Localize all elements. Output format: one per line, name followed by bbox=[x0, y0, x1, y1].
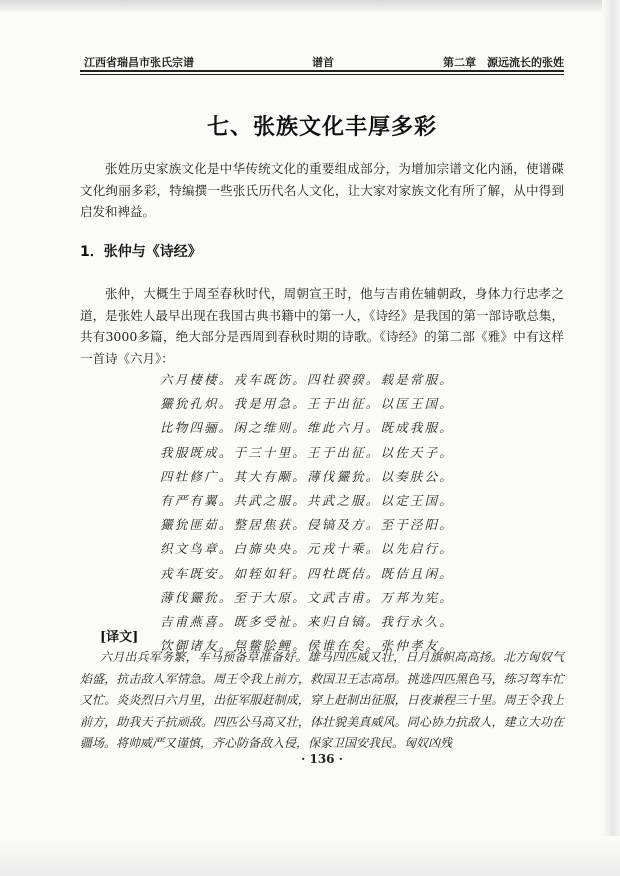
page-number: · 136 · bbox=[301, 752, 343, 766]
poem-line: 玁狁匪茹。整居焦获。侵镐及方。至于泾阳。 bbox=[160, 517, 455, 533]
poem-block bbox=[160, 368, 500, 658]
poem-line: 比物四骊。闲之维则。维此六月。既成我服。 bbox=[160, 420, 455, 436]
scan-shadow-top bbox=[0, 0, 620, 14]
header-chapter: 第二章 源远流长的张姓 bbox=[443, 56, 564, 69]
section-body-paragraph: 张仲，大概生于周至春秋时代，周朝宣王时，他与吉甫佐辅朝政，身体力行忠孝之道，是张姓人最早出现在我国古典书籍中的第一人，《诗经》是我国的第一部诗歌总集，共有3000多篇，绝大部分是西周到春秋时期的诗歌。《诗经》的第二部《雅》中有这样一首诗《六月》： bbox=[80, 286, 564, 366]
header-section: 谱首 bbox=[312, 56, 334, 69]
poem-line: 四牡修广。其大有颙。薄伐玁狁。以奏肤公。 bbox=[160, 468, 455, 484]
header-book-title: 江西省瑞昌市张氏宗谱 bbox=[84, 56, 194, 69]
scan-shadow-bottom bbox=[0, 836, 620, 876]
translation-label: [译文] bbox=[100, 630, 139, 645]
poem-line: 六月棲棲。戎车既饬。四牡骙骙。载是常服。 bbox=[160, 372, 455, 387]
poem-line: 玁狁孔炽。我是用急。王于出征。以匡王国。 bbox=[160, 396, 455, 412]
poem-line: 薄伐玁狁。至于大原。文武吉甫。万邦为宪。 bbox=[160, 589, 455, 605]
section-heading: 1．张仲与《诗经》 bbox=[80, 244, 202, 260]
poem-line: 我服既成。于三十里。王于出征。以佐天子。 bbox=[160, 444, 455, 460]
poem-line: 饮御诸友。炰鳖脍鲤。侯谁在矣。张仲孝友。 bbox=[160, 638, 455, 654]
scan-shadow-right bbox=[602, 0, 620, 876]
translation-paragraph: 六月出兵军务繁，车马预备草准备好。雄马四匹威又壮，日月旗帜高高扬。北方匈奴气焰盛，抗击敌人军情急。周王令我上前方，救国卫王志高昂。挑选四匹黑色马，练习驾车忙又忙。炎炎烈日六月里，出征军服赶制成，穿上赶制出征服，日夜兼程三十里。周王令我上前方，助我天子抗顽敌。四匹公马高又壮，体壮貌美真威风。同心协力抗敌人，建立大功在疆场。将帅威严又谨慎，齐心防备敌入侵，保家卫国安我民。匈奴凶残 bbox=[80, 650, 564, 750]
running-header bbox=[80, 52, 564, 70]
header-rule-thick bbox=[80, 70, 564, 72]
poem-line: 戎车既安。如轾如轩。四牡既佶。既佶且闲。 bbox=[160, 565, 455, 581]
poem-line: 织文鸟章。白旆央央。元戎十乘。以先启行。 bbox=[160, 541, 455, 557]
page-title: 七、张族文化丰厚多彩 bbox=[206, 115, 437, 140]
intro-paragraph: 张姓历史家族文化是中华传统文化的重要组成部分，为增加宗谱文化内涵，使谱碟文化绚丽多彩，特编撰一些张氏历代名人文化，让大家对家族文化有所了解，从中得到启发和裨益。 bbox=[80, 161, 564, 219]
header-rule-thin bbox=[80, 74, 564, 75]
poem-line: 吉甫燕喜。既多受祉。来归自镐。我行永久。 bbox=[160, 613, 455, 629]
poem-line: 有严有翼。共武之服。共武之服。以定王国。 bbox=[160, 492, 455, 508]
